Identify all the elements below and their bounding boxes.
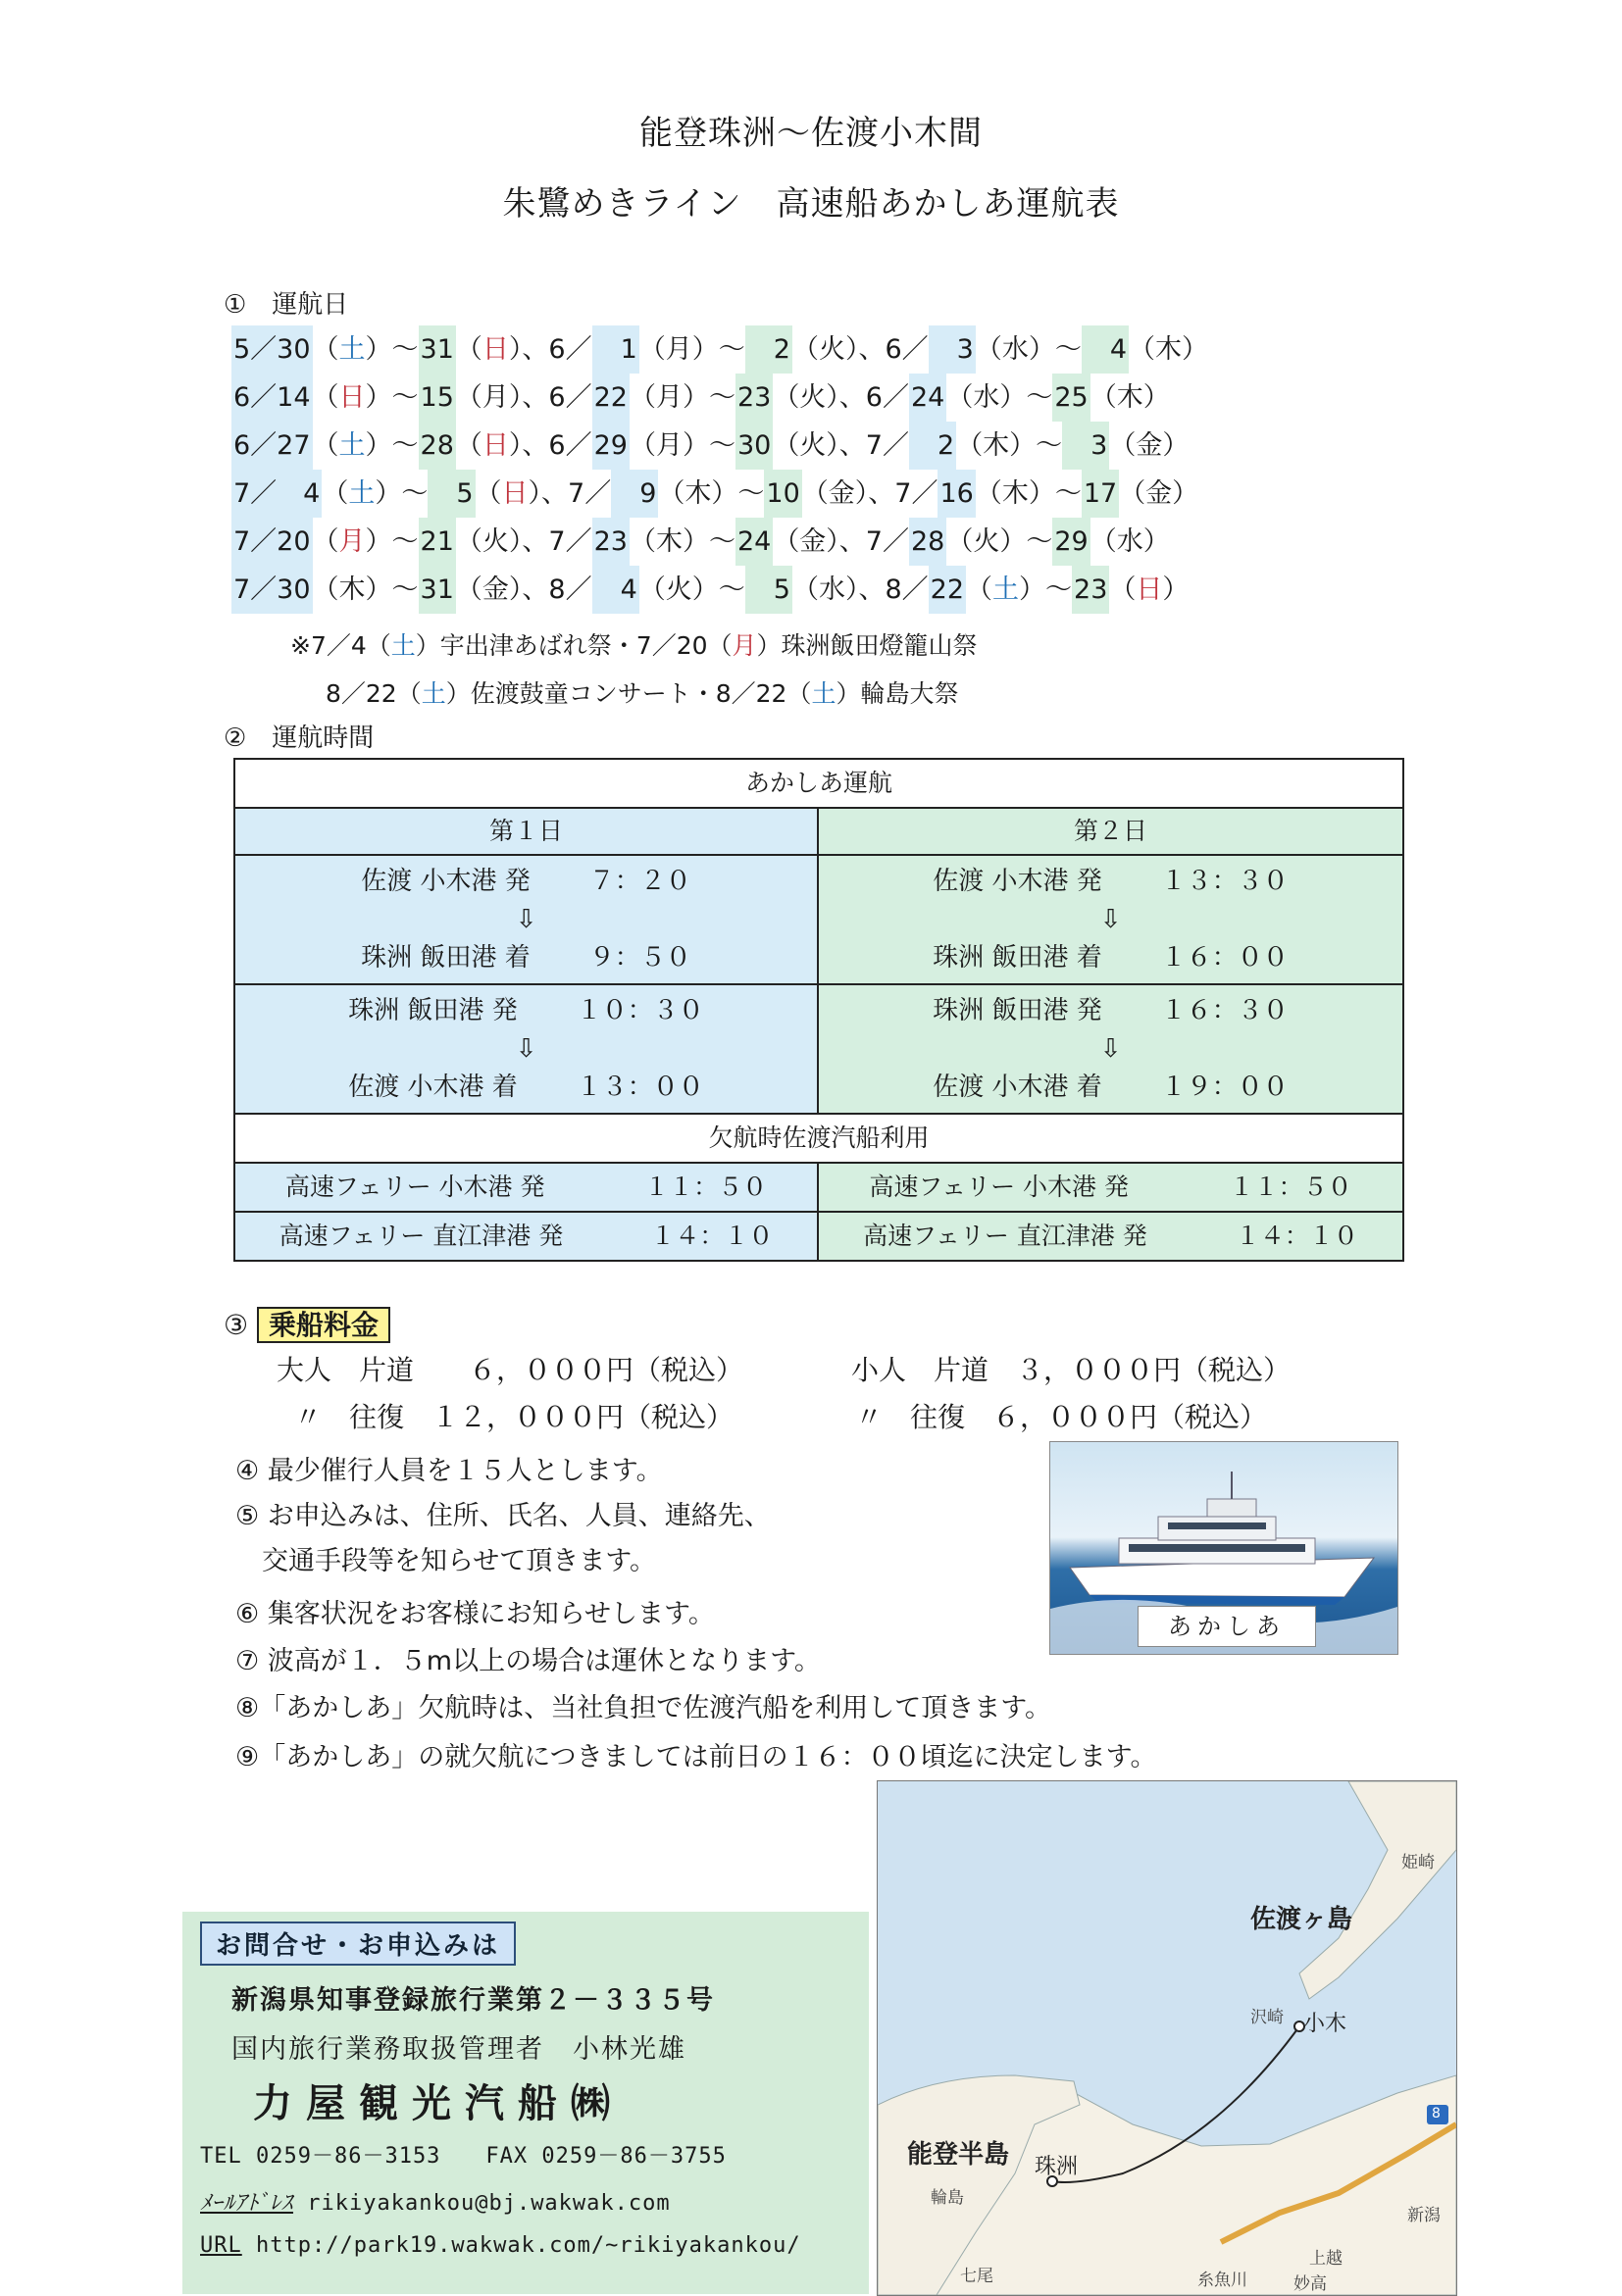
date-cell: 3 [929, 325, 976, 374]
weekday-mark: 月 [338, 526, 366, 557]
map-label-himezaki: 姫崎 [1401, 1853, 1435, 1872]
date-text: （ [455, 430, 482, 461]
date-text: ）～ [1019, 574, 1073, 605]
date-text: ）、6／ [508, 430, 592, 461]
weekday-mark: 土 [811, 679, 836, 708]
note-wave-height: ⑦ 波高が１．５m以上の場合は運休となります。 [235, 1646, 821, 1676]
date-text: （金）、7／ [773, 526, 909, 557]
date-cell: 2 [909, 422, 956, 470]
date-text: （ [1109, 574, 1137, 605]
ferry-name: 高速フェリー 小木港 発 [284, 1173, 545, 1201]
travel-license: 新潟県知事登録旅行業第２－３３５号 [231, 1985, 715, 2016]
day2-trip-2 [819, 985, 1402, 1113]
map-label-wajima: 輪島 [931, 2188, 964, 2208]
date-text: （木）～ [629, 526, 735, 557]
map-label-sado: 佐渡ヶ島 [1250, 1905, 1353, 1934]
date-cell: 7／30 [231, 566, 313, 614]
ferry-time: １１：５０ [644, 1173, 768, 1201]
date-cell: 25 [1052, 374, 1090, 422]
email-label: ﾒｰﾙｱﾄﾞﾚｽ [200, 2191, 294, 2216]
date-cell: 5 [745, 566, 792, 614]
email-line [200, 2186, 671, 2217]
date-cell: 29 [1052, 518, 1090, 566]
festival-notes [290, 622, 978, 718]
date-row [231, 518, 1208, 566]
date-cell: 28 [419, 422, 456, 470]
weekday-mark: 月 [732, 631, 757, 660]
table-title: あかしあ運航 [235, 760, 1402, 807]
date-cell: 31 [419, 325, 456, 374]
page-subtitle: 朱鷺めきライン 高速船あかしあ運航表 [502, 184, 1120, 224]
departure-time: １０：３０ [576, 996, 704, 1025]
url-label: URL [200, 2233, 242, 2258]
weekday-mark: 土 [348, 478, 376, 509]
section-fare-heading [224, 1304, 390, 1343]
contact-tag: お問合せ・お申込みは [200, 1922, 516, 1966]
ferry-time: １４：１０ [1235, 1222, 1358, 1250]
departure-port: 珠洲 飯田港 発 [933, 996, 1102, 1025]
date-text: （水） [1090, 526, 1170, 557]
url-line [200, 2233, 801, 2258]
company-name: 力屋観光汽船㈱ [253, 2081, 624, 2126]
map-label-suzu: 珠洲 [1035, 2155, 1079, 2179]
ferry-name: 高速フェリー 直江津港 発 [863, 1222, 1147, 1250]
date-cell: 16 [938, 470, 975, 518]
fare-adult-return: 〃 往復 １２，０００円（税込） [294, 1401, 735, 1433]
weekday-mark: 土 [992, 574, 1020, 605]
date-text: （ [475, 478, 502, 509]
arrival-time: ９：５０ [588, 943, 691, 973]
date-text: ）～ [365, 526, 419, 557]
date-text: （ [312, 382, 339, 413]
date-text: （ [455, 334, 482, 365]
date-text: ）～ [365, 382, 419, 413]
date-text: （月）～ [638, 334, 745, 365]
date-cell: 29 [592, 422, 630, 470]
date-row [231, 422, 1208, 470]
date-text: （金）、7／ [801, 478, 938, 509]
date-text: （金） [1109, 430, 1190, 461]
date-text: （月）～ [629, 382, 735, 413]
arrival-time: １９：００ [1160, 1073, 1289, 1102]
phone-fax: TEL 0259－86－3153 FAX 0259－86－3755 [200, 2144, 727, 2169]
url-link[interactable]: http://park19.wakwak.com/~rikiyakankou/ [256, 2233, 801, 2258]
date-text: （ [966, 574, 993, 605]
fare-badge: 乗船料金 [257, 1307, 390, 1343]
date-cell: 23 [592, 518, 630, 566]
day1-header: 第１日 [235, 809, 819, 854]
map-label-ogi: 小木 [1303, 2012, 1347, 2036]
date-text: （火）～ [946, 526, 1053, 557]
note-decision: ⑨「あかしあ」の就欠航につきましては前日の１６：００頃迄に決定します。 [235, 1742, 1157, 1772]
departure-port: 佐渡 小木港 発 [933, 867, 1102, 896]
schedule-table [233, 758, 1404, 1262]
weekday-mark: 日 [501, 478, 529, 509]
ship-photo-caption: あかしあ [1138, 1606, 1316, 1647]
section-operation-time-heading: ② 運航時間 [224, 724, 375, 753]
arrival-port: 珠洲 飯田港 着 [933, 943, 1102, 973]
date-text: （ [312, 526, 339, 557]
ferry-row-1-left [235, 1164, 819, 1211]
weekday-mark: 土 [390, 631, 416, 660]
date-text: （木）～ [956, 430, 1063, 461]
arrival-port: 佐渡 小木港 着 [933, 1073, 1102, 1102]
page-title: 能登珠洲～佐渡小木間 [639, 114, 983, 153]
date-cell: 6／27 [231, 422, 313, 470]
date-text: ）、7／ [528, 478, 612, 509]
weekday-mark: 日 [482, 334, 509, 365]
date-text: ）輪島大祭 [836, 679, 959, 708]
arrival-time: １３：００ [576, 1073, 704, 1102]
date-row [231, 374, 1208, 422]
date-row [231, 566, 1208, 614]
date-text: 8／22（ [326, 679, 422, 708]
ferry-name: 高速フェリー 小木港 発 [869, 1173, 1129, 1201]
date-cell: 24 [909, 374, 946, 422]
map-label-itoigawa: 糸魚川 [1197, 2271, 1247, 2290]
date-text: （ [312, 334, 339, 365]
departure-port: 珠洲 飯田港 発 [348, 996, 518, 1025]
weekday-mark: 土 [338, 334, 366, 365]
ferry-name: 高速フェリー 直江津港 発 [279, 1222, 564, 1250]
date-cell: 2 [745, 325, 792, 374]
date-text: （火）、6／ [791, 334, 929, 365]
arrival-port: 佐渡 小木港 着 [348, 1073, 518, 1102]
date-text: （金）、8／ [455, 574, 592, 605]
date-text: ）～ [375, 478, 429, 509]
date-cell: 7／ 4 [231, 470, 322, 518]
date-text: （木）～ [975, 478, 1082, 509]
fare-adult-oneway: 大人 片道 ６，０００円（税込） [277, 1354, 744, 1386]
day2-header: 第２日 [819, 809, 1402, 854]
date-cell: 24 [735, 518, 773, 566]
date-text: ）～ [365, 430, 419, 461]
date-cell: 23 [735, 374, 773, 422]
departure-time: １３：３０ [1160, 867, 1289, 896]
email-address[interactable]: rikiyakankou@bj.wakwak.com [307, 2191, 671, 2216]
date-cell: 7／20 [231, 518, 313, 566]
departure-port: 佐渡 小木港 発 [361, 867, 531, 896]
date-text: ）～ [365, 334, 419, 365]
fare-child-return: 〃 往復 ６，０００円（税込） [855, 1401, 1268, 1433]
travel-manager: 国内旅行業務取扱管理者 小林光雄 [231, 2034, 686, 2065]
weekday-mark: 土 [338, 430, 366, 461]
date-text: （ [312, 430, 339, 461]
date-text: （ [322, 478, 349, 509]
down-arrow-icon: ⇩ [1099, 1034, 1122, 1064]
date-cell: 21 [419, 518, 456, 566]
date-text: （金） [1119, 478, 1199, 509]
departure-time: ７：２０ [588, 867, 691, 896]
date-text: ）宇出津あばれ祭・7／20（ [415, 631, 733, 660]
date-cell: 4 [1082, 325, 1129, 374]
festival-row [290, 670, 978, 718]
day1-trip-2 [235, 985, 819, 1113]
down-arrow-icon: ⇩ [1099, 905, 1122, 934]
date-text: （火）、6／ [773, 382, 909, 413]
map-label-sawasaki: 沢崎 [1250, 2008, 1284, 2027]
date-row [231, 325, 1208, 374]
festival-row [290, 622, 978, 670]
fallback-title: 欠航時佐渡汽船利用 [235, 1115, 1402, 1162]
ferry-time: １４：１０ [650, 1222, 774, 1250]
map-label-nanao: 七尾 [960, 2267, 993, 2286]
map-label-myoko: 妙高 [1293, 2274, 1327, 2294]
date-cell: 28 [909, 518, 946, 566]
down-arrow-icon: ⇩ [515, 1034, 537, 1064]
departure-time: １６：３０ [1160, 996, 1289, 1025]
date-text: （火）、7／ [773, 430, 909, 461]
date-text: （木） [1090, 382, 1170, 413]
date-text: （水）～ [975, 334, 1082, 365]
date-cell: 4 [592, 566, 639, 614]
date-cell: 15 [419, 374, 456, 422]
section-number: ③ [224, 1309, 249, 1341]
map-label-route8: 8 [1432, 2106, 1441, 2121]
map-graphic [878, 1781, 1456, 2295]
arrival-port: 珠洲 飯田港 着 [361, 943, 531, 973]
ferry-row-2-right [819, 1213, 1402, 1260]
weekday-mark: 土 [421, 679, 446, 708]
note-application-cont: 交通手段等を知らせて頂きます。 [235, 1546, 657, 1576]
date-text: ） [1162, 574, 1190, 605]
date-cell: 22 [592, 374, 630, 422]
date-text: （月）、6／ [455, 382, 592, 413]
date-cell: 1 [592, 325, 639, 374]
note-application: ⑤ お申込みは、住所、氏名、人員、連絡先、 [235, 1501, 771, 1531]
date-cell: 10 [764, 470, 801, 518]
date-text: （火）～ [638, 574, 745, 605]
section-operation-days-heading: ① 運航日 [224, 290, 349, 320]
date-text: ）、6／ [508, 334, 592, 365]
date-cell: 5 [428, 470, 475, 518]
map-label-joetsu: 上越 [1309, 2249, 1343, 2269]
date-text: （木）～ [658, 478, 765, 509]
date-text: （水）～ [946, 382, 1053, 413]
route-map [877, 1780, 1457, 2296]
weekday-mark: 日 [482, 430, 509, 461]
arrival-time: １６：００ [1160, 943, 1289, 973]
day2-trip-1 [819, 856, 1402, 983]
ferry-time: １１：５０ [1229, 1173, 1352, 1201]
date-text: ）珠洲飯田燈籠山祭 [756, 631, 978, 660]
date-text: ）佐渡鼓童コンサート・8／22（ [445, 679, 812, 708]
date-cell: 30 [735, 422, 773, 470]
date-text: （木） [1129, 334, 1209, 365]
note-status: ⑥ 集客状況をお客様にお知らせします。 [235, 1599, 715, 1629]
date-cell: 22 [929, 566, 966, 614]
weekday-mark: 日 [1136, 574, 1163, 605]
map-label-niigata: 新潟 [1407, 2206, 1441, 2225]
date-cell: 17 [1082, 470, 1119, 518]
date-text: ※7／4（ [290, 631, 391, 660]
note-min-passengers: ④ 最少催行人員を１５人とします。 [235, 1456, 663, 1486]
day1-trip-1 [235, 856, 819, 983]
weekday-mark: 日 [338, 382, 366, 413]
date-cell: 3 [1062, 422, 1109, 470]
fare-child-oneway: 小人 片道 ３，０００円（税込） [851, 1354, 1292, 1386]
date-text: （月）～ [629, 430, 735, 461]
date-text: （木）～ [312, 574, 419, 605]
ferry-row-1-right [819, 1164, 1402, 1211]
date-cell: 5／30 [231, 325, 313, 374]
date-text: （火）、7／ [455, 526, 592, 557]
note-cancellation: ⑧「あかしあ」欠航時は、当社負担で佐渡汽船を利用して頂きます。 [235, 1693, 1052, 1723]
ferry-row-2-left [235, 1213, 819, 1260]
date-cell: 6／14 [231, 374, 313, 422]
date-cell: 23 [1072, 566, 1109, 614]
date-text: （水）、8／ [791, 574, 929, 605]
date-row [231, 470, 1208, 518]
operation-dates [231, 325, 1208, 614]
date-cell: 9 [611, 470, 658, 518]
down-arrow-icon: ⇩ [515, 905, 537, 934]
date-cell: 31 [419, 566, 456, 614]
map-label-noto: 能登半島 [907, 2140, 1010, 2170]
